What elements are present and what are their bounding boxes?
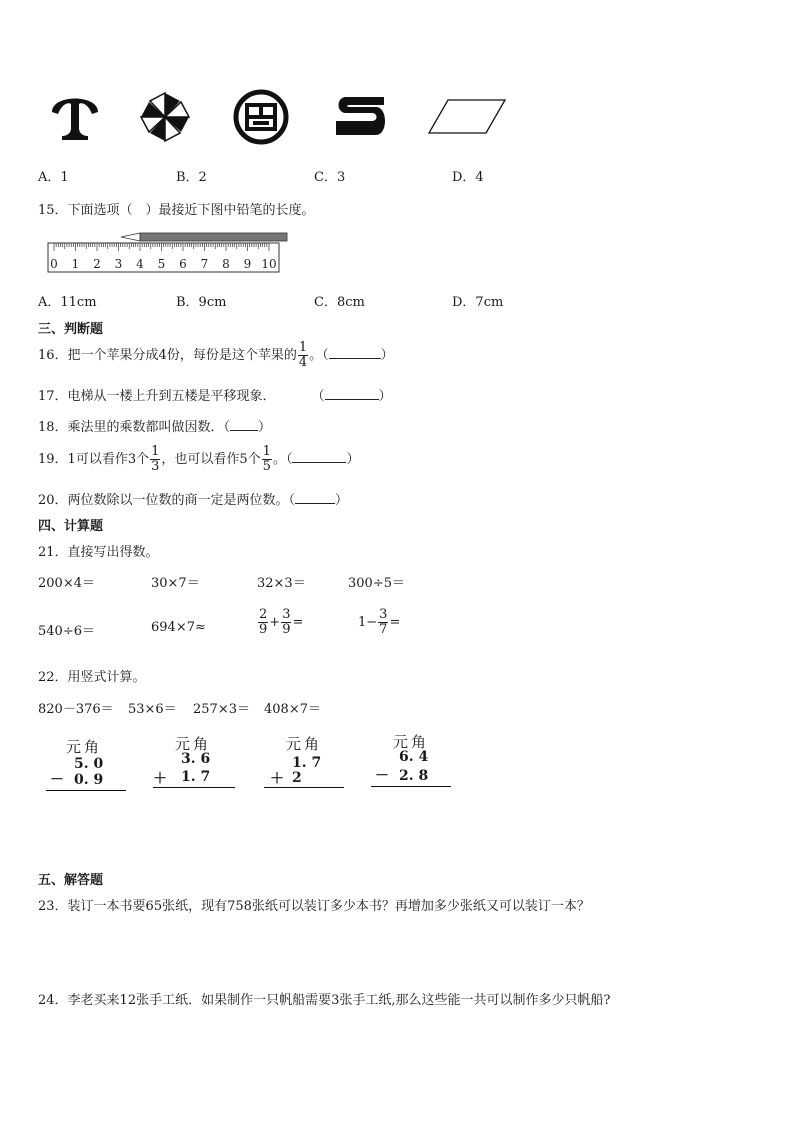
- frac-add-op: +: [269, 615, 281, 630]
- vertical-calc-1-unit: 元角: [66, 738, 103, 756]
- q19-answer-blank[interactable]: [292, 450, 346, 463]
- q14-option-a[interactable]: A．1: [38, 170, 69, 185]
- frac-add-num-2: 3: [282, 607, 291, 622]
- q21-item-2: 30×7＝: [151, 576, 200, 591]
- vertical-calc-2: [153, 733, 237, 793]
- ruler-with-pencil-figure: [46, 230, 290, 274]
- ruler-tick-label: 10: [261, 257, 277, 271]
- vertical-calc-4-bottom: 2. 8: [399, 768, 429, 784]
- vertical-calc-1-top: 5. 0: [74, 756, 104, 772]
- q20-close: ）: [335, 493, 349, 508]
- q21-item-1: 200×4＝: [38, 576, 95, 591]
- vertical-calc-2-op: ＋: [153, 771, 167, 787]
- q17-close: ）: [378, 389, 392, 404]
- q22-item-4: 408×7＝: [264, 702, 321, 717]
- q16-bracket: 。（: [309, 348, 329, 363]
- q20: [38, 489, 348, 508]
- frac-add-den-1: 9: [259, 622, 268, 637]
- q14-option-c[interactable]: C．3: [314, 170, 346, 185]
- q22-item-3: 257×3＝: [193, 702, 250, 717]
- ruler-tick-label: 6: [179, 257, 187, 271]
- q17-answer-blank[interactable]: [325, 387, 379, 400]
- q20-answer-blank[interactable]: [295, 491, 335, 504]
- q16: [38, 341, 394, 370]
- vertical-calc-4-line: [371, 786, 451, 787]
- pencil-icon: [121, 233, 287, 241]
- q19: [38, 445, 359, 474]
- vertical-calc-1: [46, 736, 128, 796]
- parallelogram-icon: [426, 98, 508, 136]
- q23-question: 23．装订一本书要65张纸，现有758张纸可以装订多少本书？再增加多少张纸又可以装订一本？: [38, 899, 590, 914]
- pinwheel-icon: [136, 88, 194, 146]
- ruler-tick-label: 1: [71, 257, 80, 271]
- ruler-tick-label: 3: [114, 257, 123, 271]
- vertical-calc-1-line: [46, 790, 126, 791]
- q17-text: 17．电梯从一楼上升到五楼是平移现象．: [38, 389, 276, 404]
- frac-sub-eq: =: [389, 615, 401, 630]
- q15-option-a[interactable]: A．11cm: [38, 295, 97, 310]
- q18-answer-blank[interactable]: [230, 418, 258, 431]
- q14-option-b[interactable]: B．2: [176, 170, 207, 185]
- vertical-calc-3-top: 1. 7: [292, 755, 322, 771]
- q22-item-2: 53×6＝: [128, 702, 177, 717]
- q19-close: ）: [346, 452, 360, 467]
- q21-item-5: 540÷6＝: [38, 624, 95, 639]
- q21-item-3: 32×3＝: [257, 576, 306, 591]
- q19-fraction-1-den: 3: [151, 459, 160, 474]
- vertical-calc-4-op: －: [375, 768, 389, 784]
- vertical-calc-3: [264, 733, 346, 793]
- q22-item-1: 820－376＝: [38, 702, 114, 717]
- q20-text: 20．两位数除以一位数的商一定是两位数。（: [38, 493, 296, 508]
- ruler-tick-label: 2: [93, 257, 101, 271]
- vertical-calc-4-unit: 元角: [393, 733, 430, 751]
- q16-text: 16．把一个苹果分成4份，每份是这个苹果的: [38, 348, 297, 363]
- q17: [38, 385, 392, 404]
- frac-add-eq: =: [292, 615, 304, 630]
- vertical-calc-2-line: [153, 787, 235, 788]
- q19-fraction-2: [262, 445, 272, 474]
- vertical-calc-1-bottom: 0. 9: [74, 772, 104, 788]
- q16-close: ）: [380, 348, 394, 363]
- ruler-tick-label: 7: [200, 257, 209, 271]
- bank-logo-icon: [232, 88, 290, 146]
- q14-option-d[interactable]: D．4: [452, 170, 484, 185]
- vertical-calc-2-bottom: 1. 7: [181, 769, 211, 785]
- vertical-calc-2-unit: 元角: [175, 735, 212, 753]
- q18-text: 18．乘法里的乘数都叫做因数．（: [38, 420, 231, 435]
- q15-option-c[interactable]: C．8cm: [314, 295, 365, 310]
- section-5-title: 五、解答题: [38, 873, 104, 888]
- q19-fraction-1: [150, 445, 160, 474]
- frac-sub-num: 3: [379, 607, 388, 622]
- s-logo-icon: [332, 93, 390, 139]
- vertical-calc-1-op: －: [50, 772, 64, 788]
- q19-bracket: 。（: [272, 452, 293, 467]
- q15-option-d[interactable]: D．7cm: [452, 295, 504, 310]
- vertical-calc-3-line: [264, 787, 344, 788]
- ruler-tick-label: 8: [222, 257, 230, 271]
- vertical-calc-4: [371, 731, 453, 791]
- q19-text: 19．1可以看作3个: [38, 452, 150, 467]
- vertical-calc-3-bottom: 2: [292, 770, 302, 786]
- ruler-tick-label: 9: [243, 257, 252, 271]
- frac-sub-den: 7: [379, 622, 388, 637]
- q21-fraction-subtraction: [358, 608, 400, 637]
- q18-close: ）: [258, 420, 272, 435]
- q22-question: 22．用竖式计算。: [38, 670, 146, 685]
- q15-option-b[interactable]: B．9cm: [176, 295, 227, 310]
- ruler-tick-label: 0: [50, 257, 58, 271]
- q19-text-mid: ，也可以看作5个: [161, 452, 261, 467]
- q15-question: 15．下面选项（ ）最接近下图中铅笔的长度。: [38, 203, 315, 218]
- q21-item-4: 300÷5＝: [348, 576, 405, 591]
- q19-fraction-1-num: 1: [151, 444, 160, 459]
- vertical-calc-3-op: ＋: [270, 771, 284, 787]
- section-4-title: 四、计算题: [38, 519, 104, 534]
- q16-fraction-num: 1: [298, 340, 308, 355]
- q19-fraction-2-num: 1: [262, 444, 271, 459]
- q21-question: 21．直接写出得数。: [38, 545, 159, 560]
- frac-sub-lead: 1−: [358, 615, 378, 630]
- ruler-tick-label: 5: [157, 257, 166, 271]
- vertical-calc-4-top: 6. 4: [399, 749, 429, 765]
- ruler-tick-label: 4: [136, 257, 144, 271]
- q21-item-6: 694×7≈: [151, 620, 206, 635]
- vertical-calc-2-top: 3. 6: [181, 751, 211, 767]
- section-3-title: 三、判断题: [38, 322, 104, 337]
- q16-fraction: [298, 341, 308, 370]
- anchor-logo-icon: [48, 90, 102, 142]
- q17-open: （: [311, 389, 325, 404]
- frac-add-den-2: 9: [282, 622, 291, 637]
- q24-question: 24．李老买来12张手工纸．如果制作一只帆船需要3张手工纸,那么这些能一共可以制作多少只帆船?: [38, 993, 611, 1008]
- q16-fraction-den: 4: [298, 355, 308, 370]
- q19-fraction-2-den: 5: [262, 459, 271, 474]
- frac-add-num-1: 2: [259, 607, 268, 622]
- q16-answer-blank[interactable]: [329, 346, 381, 359]
- q21-fraction-addition: [257, 608, 303, 637]
- q18: [38, 416, 271, 435]
- vertical-calc-3-unit: 元角: [286, 735, 323, 753]
